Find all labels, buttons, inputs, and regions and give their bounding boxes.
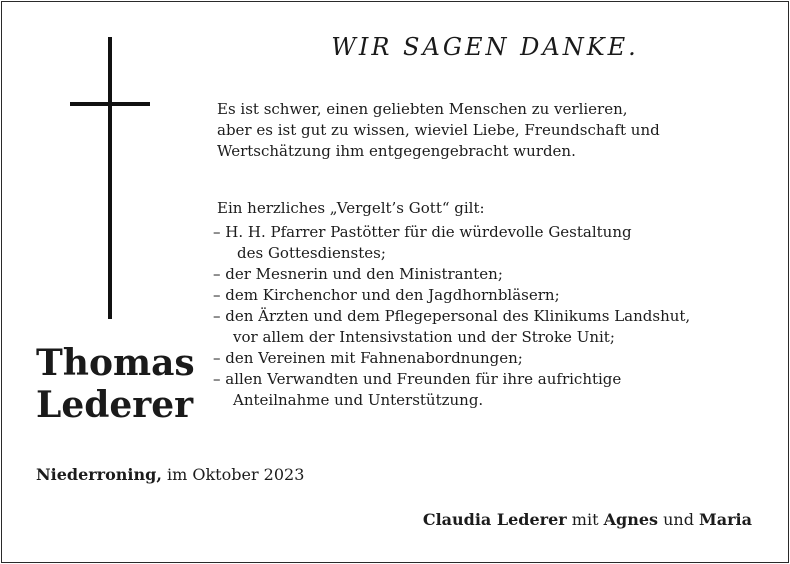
deceased-first-name: Thomas bbox=[36, 342, 195, 384]
intro-line: aber es ist gut zu wissen, wieviel Liebe, Freundschaft und bbox=[217, 121, 660, 139]
cross-icon-bar bbox=[70, 102, 150, 106]
signature-conjunction: mit bbox=[566, 510, 604, 529]
deceased-last-name: Lederer bbox=[36, 384, 194, 426]
thanks-item-text: – H. H. Pfarrer Pastötter für die würdevolle Gestaltung bbox=[213, 223, 632, 241]
intro-line: Wertschätzung ihm entgegengebracht wurden. bbox=[217, 142, 576, 160]
thanks-item-text: – dem Kirchenchor und den Jagdhornbläsern; bbox=[213, 286, 560, 304]
signature bbox=[423, 510, 752, 529]
thanks-list bbox=[213, 222, 690, 411]
thanks-item-continuation: des Gottesdienstes; bbox=[237, 244, 386, 262]
signer-name: Claudia Lederer bbox=[422, 510, 567, 529]
thanks-heading: Ein herzliches „Vergelt’s Gott“ gilt: bbox=[217, 199, 485, 217]
thanks-item bbox=[213, 348, 690, 369]
thanks-item-text: – den Ärzten und dem Pflegepersonal des Klinikums Landshut, bbox=[213, 307, 691, 325]
place-date bbox=[36, 465, 304, 484]
thanks-item-continuation: vor allem der Intensivstation und der Stroke Unit; bbox=[233, 328, 615, 346]
thanks-item bbox=[213, 285, 690, 306]
signer-name: Maria bbox=[699, 510, 752, 529]
thanks-item bbox=[213, 369, 690, 411]
thanks-item-text: – der Mesnerin und den Ministranten; bbox=[213, 265, 503, 283]
deceased-name bbox=[36, 342, 195, 426]
thanks-item bbox=[213, 264, 690, 285]
date-text: im Oktober 2023 bbox=[161, 465, 305, 484]
intro-paragraph bbox=[217, 99, 660, 162]
thanks-item-text: – allen Verwandten und Freunden für ihre aufrichtige bbox=[213, 370, 622, 388]
signer-name: Agnes bbox=[603, 510, 659, 529]
thanks-item-continuation: Anteilnahme und Unterstützung. bbox=[233, 391, 484, 409]
place-name: Niederroning, bbox=[36, 465, 162, 484]
thanks-item-text: – den Vereinen mit Fahnenabordnungen; bbox=[213, 349, 523, 367]
intro-line: Es ist schwer, einen geliebten Menschen zu verlieren, bbox=[217, 100, 628, 118]
thanks-item bbox=[213, 222, 690, 264]
signature-conjunction: und bbox=[658, 510, 700, 529]
notice-title: WIR SAGEN DANKE. bbox=[331, 33, 639, 61]
thanks-item bbox=[213, 306, 690, 348]
cross-icon bbox=[108, 37, 112, 319]
